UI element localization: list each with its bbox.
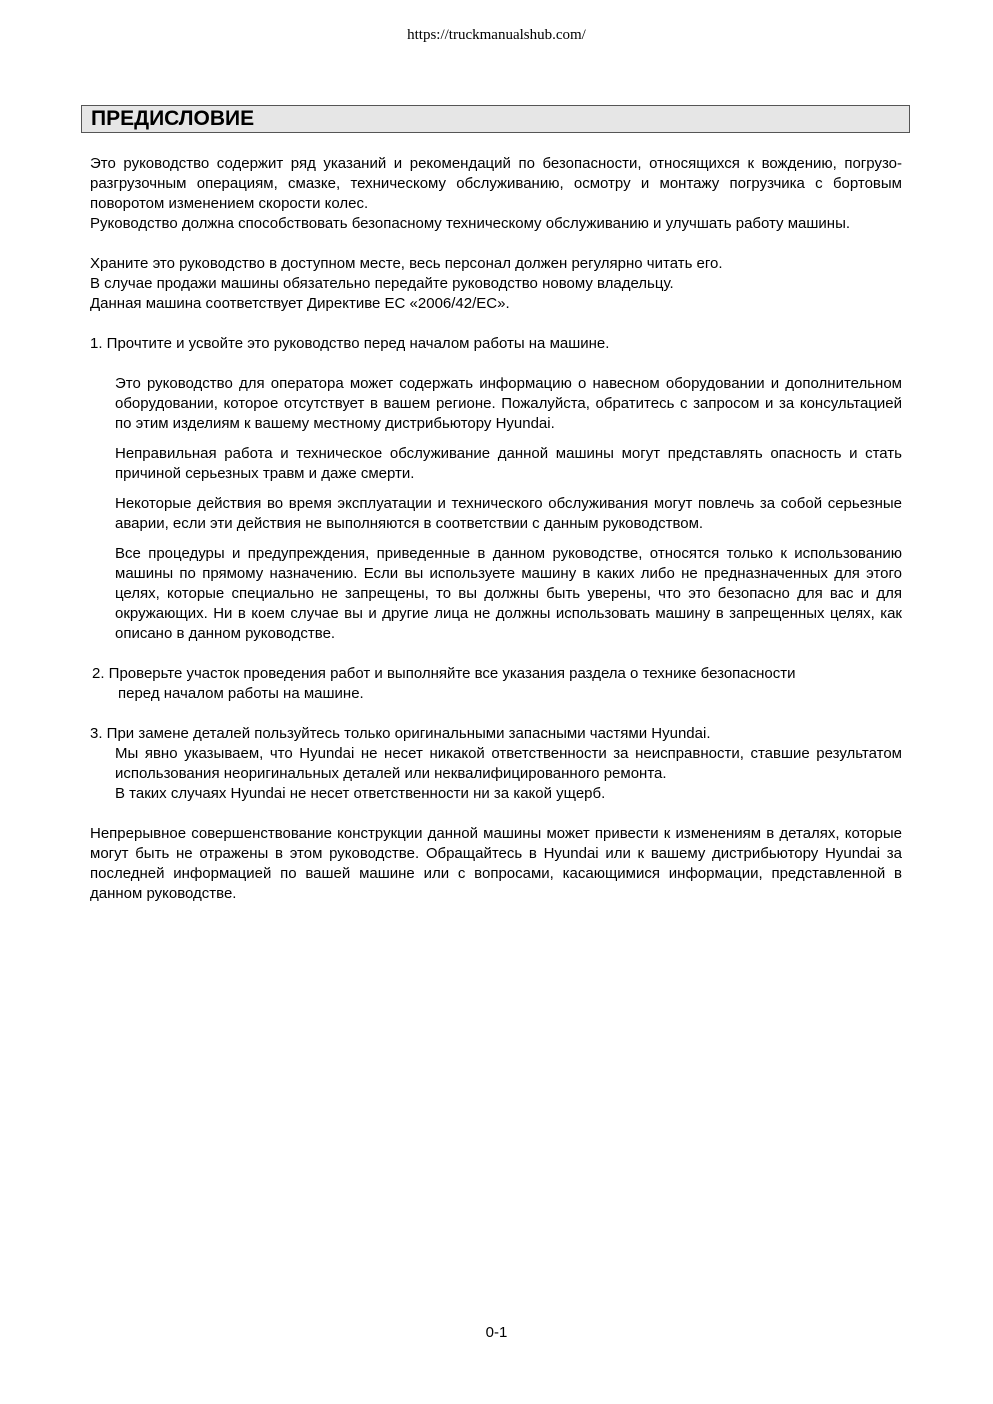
item-1-paragraph-1: Это руководство для оператора может содержать информацию о навесном оборудовании и дополнительном оборудовании, которое отсутствует в вашем регионе. Пожалуйста, обратитесь с запросом и за консультацией по этим изделиям к вашему местному дистрибьютору Hyundai. xyxy=(115,375,902,432)
item-1-paragraph-2: Неправильная работа и техническое обслуживание данной машины могут представлять опасность и стать причиной серьезных травм и даже смерти. xyxy=(115,445,902,482)
item-3-line-1: Мы явно указываем, что Hyundai не несет никакой ответственности за неисправности, ставшие результатом использования неоригинальных деталей или неквалифицированного ремонта. xyxy=(115,745,902,782)
item-1-heading: 1. Прочтите и усвойте это руководство перед началом работы на машине. xyxy=(90,335,610,352)
item-3-line-2: В таких случаях Hyundai не несет ответственности ни за какой ущерб. xyxy=(115,785,606,802)
item-1-paragraph-4: Все процедуры и предупреждения, приведенные в данном руководстве, относятся только к использованию машины по прямому назначению. Если вы используете машину в каких либо не предназначенных для этого целях, которые специально не запрещены, то вы должны быть уверены, что это безопасно для вас и для окружающих. Ни в коем случае вы и другие лица не должны использовать машину в запрещенных целях, как описано в данном руководстве. xyxy=(115,545,902,642)
item-2-line-1: 2. Проверьте участок проведения работ и выполняйте все указания раздела о технике безопасности xyxy=(92,665,796,682)
intro-paragraph-2: Руководство должна способствовать безопасному техническому обслуживанию и улучшать работу машины. xyxy=(90,215,851,232)
closing-paragraph: Непрерывное совершенствование конструкции данной машины может привести к изменениям в деталях, которые могут быть не отражены в этом руководстве. Обращайтесь в Hyundai или к вашему дистрибьютору Hyundai за последней информацией по вашей машине или с вопросами, касающимися информации, представленной в данном руководстве. xyxy=(90,825,902,902)
source-url: https://truckmanualshub.com/ xyxy=(407,27,586,43)
page-title: ПРЕДИСЛОВИЕ xyxy=(91,107,255,130)
intro-paragraph-1: Это руководство содержит ряд указаний и рекомендаций по безопасности, относящихся к вождению, погрузо-разгрузочным операциям, смазке, техническому обслуживанию, осмотру и монтажу погрузчика с бортовым поворотом изменением скорости колес. xyxy=(90,155,902,212)
page-number: 0-1 xyxy=(485,1324,508,1341)
intro-paragraph-5: Данная машина соответствует Директиве ЕС «2006/42/EC». xyxy=(90,295,510,312)
intro-paragraph-4: В случае продажи машины обязательно передайте руководство новому владельцу. xyxy=(90,275,674,292)
item-2-line-2: перед началом работы на машине. xyxy=(118,685,364,702)
item-1-paragraph-3: Некоторые действия во время эксплуатации и технического обслуживания могут повлечь за собой серьезные аварии, если эти действия не выполняются в соответствии с данным руководством. xyxy=(115,495,902,532)
section-title-bar xyxy=(81,105,910,133)
item-3-heading: 3. При замене деталей пользуйтесь только оригинальными запасными частями Hyundai. xyxy=(90,725,711,742)
intro-paragraph-3: Храните это руководство в доступном месте, весь персонал должен регулярно читать его. xyxy=(90,255,723,272)
